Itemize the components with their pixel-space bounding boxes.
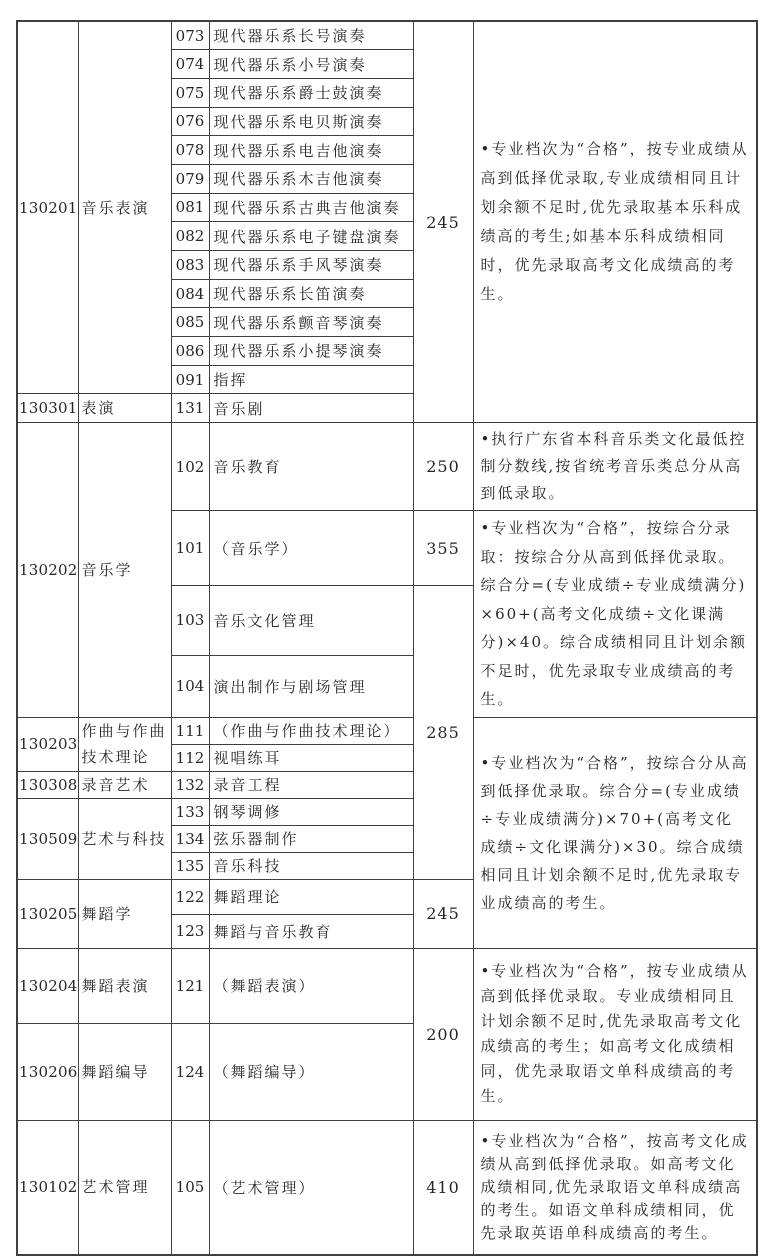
program-name-cell: 现代器乐系颤音琴演奏 [209, 308, 413, 337]
program-code-cell: 076 [171, 107, 209, 136]
program-code-cell: 105 [171, 1120, 209, 1255]
rule-cell: •专业档次为“合格”，按高考文化成绩从高到低择优录取。如高考文化成绩相同,优先录取语文单科成绩高的考生。如语文单科成绩相同，优先录取英语单科成绩高的考生。 [473, 1120, 757, 1255]
score-cell: 285 [413, 586, 473, 880]
major-name-cell: 舞蹈编导 [78, 1023, 171, 1120]
program-name-cell: 现代器乐系电子键盘演奏 [209, 222, 413, 251]
program-code-cell: 091 [171, 365, 209, 394]
score-cell: 410 [413, 1120, 473, 1255]
major-code-cell: 130509 [17, 798, 78, 879]
program-name-cell: （舞蹈编导） [209, 1023, 413, 1120]
program-name-cell: 现代器乐系古典吉他演奏 [209, 193, 413, 222]
score-cell: 355 [413, 511, 473, 586]
program-name-cell: 现代器乐系手风琴演奏 [209, 251, 413, 280]
program-code-cell: 073 [171, 21, 209, 50]
program-name-cell: 现代器乐系爵士鼓演奏 [209, 78, 413, 107]
program-name-cell: 音乐教育 [209, 423, 413, 511]
program-name-cell: 现代器乐系小号演奏 [209, 50, 413, 79]
program-code-cell: 074 [171, 50, 209, 79]
major-code-cell: 130205 [17, 879, 78, 948]
program-name-cell: 现代器乐系长笛演奏 [209, 279, 413, 308]
program-name-cell: 现代器乐系木吉他演奏 [209, 164, 413, 193]
score-cell: 250 [413, 423, 473, 511]
program-code-cell: 075 [171, 78, 209, 107]
major-name-cell: 舞蹈学 [78, 879, 171, 948]
program-name-cell: （舞蹈表演） [209, 948, 413, 1023]
program-code-cell: 123 [171, 914, 209, 948]
rule-cell: •专业档次为“合格”，按专业成绩从高到低择优录取。专业成绩相同且计划余额不足时,优先录取高考文化成绩高的考生；如高考文化成绩相同，优先录取语文单科成绩高的考生。 [473, 948, 757, 1120]
score-cell: 200 [413, 948, 473, 1120]
program-name-cell: 音乐剧 [209, 394, 413, 423]
table-row [17, 21, 757, 50]
program-code-cell: 079 [171, 164, 209, 193]
major-name-cell: 舞蹈表演 [78, 948, 171, 1023]
major-name-cell: 作曲与作曲技术理论 [78, 717, 171, 771]
major-code-cell: 130301 [17, 394, 78, 423]
major-name-cell: 表演 [78, 394, 171, 423]
table-row [17, 1120, 757, 1255]
rule-cell: •专业档次为“合格”，按综合分录取：按综合分从高到低择优录取。综合分=(专业成绩÷专业成绩满分)×60+(高考文化成绩÷文化课满分)×40。综合成绩相同且计划余额不足时，优先录取专业成绩高的考生。 [473, 511, 757, 718]
program-name-cell: 音乐文化管理 [209, 586, 413, 656]
major-code-cell: 130202 [17, 423, 78, 718]
program-code-cell: 135 [171, 852, 209, 879]
program-name-cell: 演出制作与剧场管理 [209, 655, 413, 717]
program-code-cell: 121 [171, 948, 209, 1023]
program-code-cell: 133 [171, 798, 209, 825]
program-name-cell: 现代器乐系长号演奏 [209, 21, 413, 50]
admission-table [16, 20, 758, 1256]
major-name-cell: 艺术与科技 [78, 798, 171, 879]
program-name-cell: 弦乐器制作 [209, 825, 413, 852]
program-name-cell: 舞蹈理论 [209, 879, 413, 914]
major-code-cell: 130206 [17, 1023, 78, 1120]
program-name-cell: （作曲与作曲技术理论） [209, 717, 413, 744]
table-row [17, 423, 757, 511]
program-code-cell: 111 [171, 717, 209, 744]
program-code-cell: 104 [171, 655, 209, 717]
program-name-cell: 钢琴调修 [209, 798, 413, 825]
program-name-cell: 舞蹈与音乐教育 [209, 914, 413, 948]
major-code-cell: 130204 [17, 948, 78, 1023]
program-code-cell: 082 [171, 222, 209, 251]
program-code-cell: 112 [171, 744, 209, 771]
program-name-cell: （艺术管理） [209, 1120, 413, 1255]
program-code-cell: 101 [171, 511, 209, 586]
score-cell: 245 [413, 21, 473, 423]
major-code-cell: 130201 [17, 21, 78, 394]
major-name-cell: 音乐表演 [78, 21, 171, 394]
program-code-cell: 124 [171, 1023, 209, 1120]
program-code-cell: 081 [171, 193, 209, 222]
table-row [17, 948, 757, 1023]
program-code-cell: 134 [171, 825, 209, 852]
admission-score-sheet [16, 20, 758, 1256]
program-code-cell: 083 [171, 251, 209, 280]
program-name-cell: 现代器乐系小提琴演奏 [209, 337, 413, 366]
program-name-cell: 视唱练耳 [209, 744, 413, 771]
program-code-cell: 078 [171, 136, 209, 165]
program-code-cell: 085 [171, 308, 209, 337]
program-code-cell: 103 [171, 586, 209, 656]
program-name-cell: 现代器乐系电贝斯演奏 [209, 107, 413, 136]
major-name-cell: 音乐学 [78, 423, 171, 718]
major-code-cell: 130102 [17, 1120, 78, 1255]
program-code-cell: 102 [171, 423, 209, 511]
table-row [17, 717, 757, 744]
program-code-cell: 084 [171, 279, 209, 308]
program-code-cell: 086 [171, 337, 209, 366]
score-cell: 245 [413, 879, 473, 948]
rule-cell: •执行广东省本科音乐类文化最低控制分数线,按省统考音乐类总分从高到低录取。 [473, 423, 757, 511]
program-name-cell: 音乐科技 [209, 852, 413, 879]
major-name-cell: 艺术管理 [78, 1120, 171, 1255]
program-code-cell: 122 [171, 879, 209, 914]
rule-cell: •专业档次为“合格”，按专业成绩从高到低择优录取,专业成绩相同且计划余额不足时,优先录取基本乐科成绩高的考生;如基本乐科成绩相同时，优先录取高考文化成绩高的考生。 [473, 21, 757, 423]
program-name-cell: （音乐学） [209, 511, 413, 586]
program-code-cell: 131 [171, 394, 209, 423]
major-code-cell: 130308 [17, 771, 78, 798]
program-name-cell: 现代器乐系电吉他演奏 [209, 136, 413, 165]
program-name-cell: 录音工程 [209, 771, 413, 798]
major-code-cell: 130203 [17, 717, 78, 771]
program-code-cell: 132 [171, 771, 209, 798]
major-name-cell: 录音艺术 [78, 771, 171, 798]
program-name-cell: 指挥 [209, 365, 413, 394]
rule-cell: •专业档次为“合格”，按综合分从高到低择优录取。综合分=(专业成绩÷专业成绩满分)×70+(高考文化成绩÷文化课满分)×30。综合成绩相同且计划余额不足时,优先录取专业成绩高的考生。 [473, 717, 757, 948]
